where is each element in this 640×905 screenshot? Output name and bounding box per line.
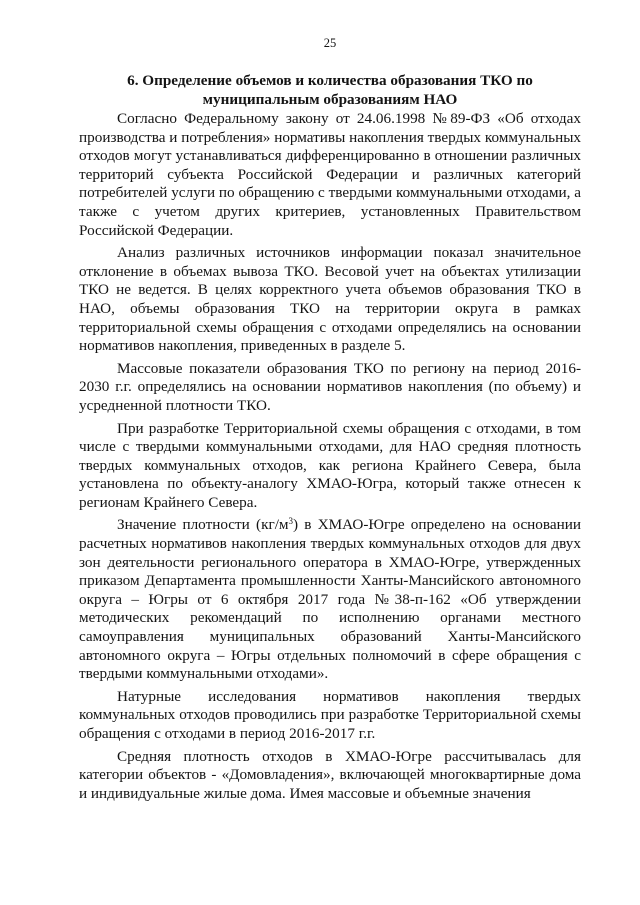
paragraph-5 [79,516,581,683]
section-heading [79,72,581,109]
density-unit-superscript: 3 [288,516,294,527]
paragraph-2: Анализ различных источников информации показал значительное отклонение в объемах вывоза ТКО. Весовой учет на объектах утилизации ТКО не ведется. В целях корректного учета объемов образования ТКО в НАО, объемы образования ТКО на территории округа в рамках территориальной схемы обращения с отходами определялись на основании нормативов накопления, приведенных в разделе 5. [79,244,581,355]
body-text [79,110,581,803]
paragraph-1: Согласно Федеральному закону от 24.06.1998 №89-ФЗ «Об отходах производства и потребления» нормативы накопления твердых коммунальных отходов могут устанавливаться дифференцированно в отношении различных территорий субъекта Российской Федерации и различных категорий потребителей услуги по обращению с твердыми коммунальными отходами, а также с учетом других критериев, установленных Правительством Российской Федерации. [79,110,581,239]
paragraph-6: Натурные исследования нормативов накопления твердых коммунальных отходов проводились при разработке Территориальной схемы обращения с отходами в период 2016-2017 г.г. [79,687,581,742]
density-text-suffix: ) в ХМАО-Югре определено на основании расчетных нормативов накопления твердых коммунальных отходов для двух зон деятельности регионального оператора в ХМАО-Югре, утвержденных приказом Департамента промышленности Ханты-Мансийского автономного округа – Югры от 6 октября 2017 года №38-п-162 «Об утверждении методических рекомендаций по исполнению органами местного самоуправления муниципальных образований Ханты-Мансийского автономного округа – Югры отдельных полномочий в сфере обращения с твердыми коммунальными отходами». [79,516,581,683]
section-heading-line-1: 6. Определение объемов и количества образования ТКО по [127,72,533,89]
paragraph-7: Средняя плотность отходов в ХМАО-Югре рассчитывалась для категории объектов - «Домовладения», включающей многоквартирные дома и индивидуальные жилые дома. Имея массовые и объемные значения [79,747,581,802]
page-number: 25 [323,36,337,50]
paragraph-4: При разработке Территориальной схемы обращения с отходами, в том числе с твердыми коммунальными отходами, для НАО средняя плотность твердых коммунальных отходов, как региона Крайнего Севера, была установлена по объекту-аналогу ХМАО-Югра, который также отнесен к регионам Крайнего Севера. [79,419,581,511]
paragraph-3: Массовые показатели образования ТКО по региону на период 2016-2030 г.г. определялись на основании нормативов накопления (по объему) и усредненной плотности ТКО. [79,359,581,414]
document-page [79,0,581,905]
density-text-prefix: Значение плотности (кг/м [117,516,289,534]
section-heading-line-2: муниципальным образованиям НАО [202,90,458,108]
